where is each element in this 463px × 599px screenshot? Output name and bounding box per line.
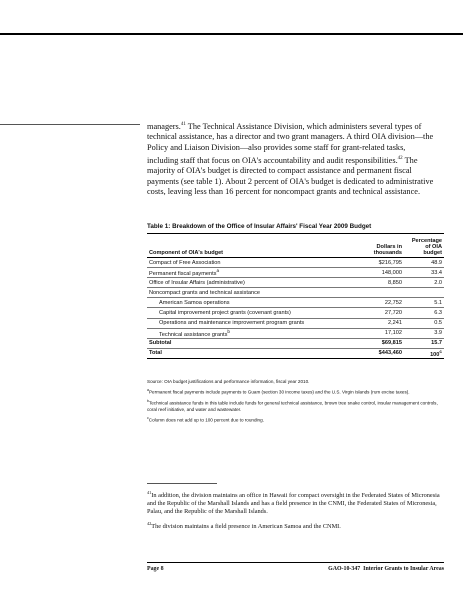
row-percent: 2.0 [404,278,444,288]
row-label: Noncompact grants and technical assistance [147,288,348,298]
row-percent: 15.7 [404,338,444,348]
footnote-42: $^{42}$The division maintains a field presence in American Samoa and the CNMI. [147,521,341,531]
row-label: Office of Insular Affairs (administrative) [147,278,348,288]
note-mark: b [227,328,230,334]
table-row [147,318,444,328]
row-dollars: 8,850 [348,278,404,288]
table-row [147,288,444,298]
row-dollars [348,288,404,298]
header-dollars: Dollars in thousands [348,238,404,258]
subtotal-row [147,338,444,348]
table-note-c: $^c$Column does not add up to 100 percent due to rounding. [147,415,264,423]
footnotes [147,489,447,536]
row-dollars: $69,815 [348,338,404,348]
table-source: Source: OIA budget justifications and performance information, fiscal year 2010. [147,379,310,384]
footnote-rule [147,483,217,484]
row-percent: 6.3 [404,308,444,318]
row-label: Capital improvement project grants (covenant grants) [147,308,348,318]
footnote-ref: 42 [397,155,403,161]
header-rule [0,33,463,35]
row-dollars: 27,720 [348,308,404,318]
row-label: Total [147,348,348,358]
footnote-ref: 41 [180,122,186,127]
table-title: Table 1: Breakdown of the Office of Insular Affairs' Fiscal Year 2009 Budget [147,223,372,230]
budget-table [147,238,444,359]
row-dollars: 2,241 [348,318,404,328]
table-note-b: $^b$Technical assistance funds in this table include funds for general technical assistance, brown tree snake control, insular management controls, coral reef initiative, and water and wastewater. [147,398,438,412]
header-percent: Percentage of OIA budget [404,238,444,258]
body-paragraph: managers.$^{41}$ The Technical Assistance Division, which administers several types of technical assistance, has a director and two grant managers. A third OIA division—the Policy and Liaison Division—also provides some staff for grant-related tasks, including staff that focus on OIA's accountability and audit responsibilities.$^{42}$ The majority of OIA's budget is directed to compact assistance and permanent fiscal payments (see table 1). About 2 percent of OIA's budget is dedicated to administrative costs, leaving less than 16 percent for noncompact grants and technical assistance. [147,121,434,197]
row-percent: 100$^c$ [404,348,444,358]
footnote-41: $^{41}$In addition, the division maintains an office in Hawaii for compact oversight in the Federated States of Micronesia and the Republic of the Marshall Islands and has a field presence in the CNMI, the Federated States of Micronesia, Palau, and the Republic of the Marshall Islands. [147,490,440,515]
table-note-a: $^a$Permanent fiscal payments include payments to Guam (section 30 income taxes) and the U.S. Virgin Islands (rum excise taxes). [147,388,410,395]
row-label: American Samoa operations [147,298,348,308]
total-row [147,348,444,358]
table-row [147,268,444,278]
table-row [147,298,444,308]
table-notes [147,379,445,426]
table-row [147,278,444,288]
row-dollars: 22,752 [348,298,404,308]
row-percent: 3.9 [404,328,444,338]
table-title-rule [147,233,444,234]
page-number: Page 8 [147,566,164,572]
row-label: Technical assistance grants$^b$ [147,328,348,338]
row-percent: 48.9 [404,258,444,268]
header-component: Component of OIA's budget [147,238,348,258]
row-label: Subtotal [147,338,348,348]
row-label: Operations and maintenance improvement program grants [147,318,348,328]
row-label: Permanent fiscal payments$^a$ [147,268,348,278]
row-label: Compact of Free Association [147,258,348,268]
margin-rule [0,124,140,125]
row-dollars: $443,460 [348,348,404,358]
row-dollars: 17,102 [348,328,404,338]
note-mark: a [216,268,220,274]
table-row [147,258,444,268]
row-percent: 33.4 [404,268,444,278]
report-id: GAO-10-347 Interior Grants to Insular Areas [328,566,444,572]
table-header-row [147,238,444,258]
table-row [147,328,444,338]
row-percent [404,288,444,298]
footer-rule [147,562,444,563]
row-dollars: $216,795 [348,258,404,268]
row-dollars: 148,000 [348,268,404,278]
table-row [147,308,444,318]
row-percent: 5.1 [404,298,444,308]
row-percent: 0.5 [404,318,444,328]
note-mark: c [439,348,442,354]
